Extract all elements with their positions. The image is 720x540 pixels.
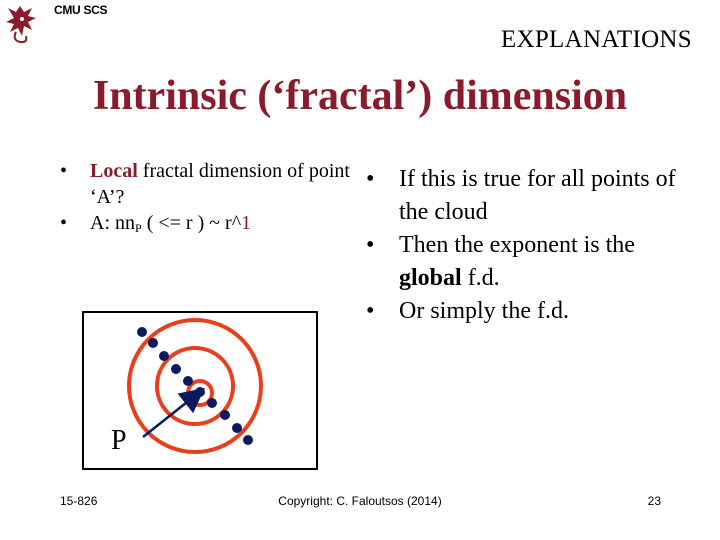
bullet-icon: • [366, 166, 375, 192]
page-number: 23 [647, 494, 661, 508]
bullet-icon: • [60, 160, 68, 182]
global-keyword: global [399, 265, 462, 291]
data-point [220, 410, 230, 420]
right-bullet-list [366, 163, 686, 328]
data-point [243, 435, 253, 445]
bullet-text: fractal dimension of point ‘A’? [90, 160, 350, 208]
bullet-all-points [366, 163, 686, 229]
dragon-logo-icon [2, 2, 42, 44]
data-points [137, 327, 253, 445]
nn-prefix: A: nn [90, 212, 135, 234]
bullet-icon: • [366, 232, 375, 258]
data-point [207, 398, 217, 408]
middle-circle [157, 348, 233, 424]
section-label: EXPLANATIONS [500, 26, 692, 53]
point-p-label: P [111, 425, 127, 456]
nn-exponent: 1 [241, 212, 252, 234]
data-point [148, 338, 158, 348]
data-point [137, 327, 147, 337]
bullet-global-fd [366, 229, 686, 295]
copyright: Copyright: C. Faloutsos (2014) [278, 494, 442, 508]
data-point [195, 387, 205, 397]
course-number: 15-826 [60, 494, 98, 508]
data-point [183, 376, 193, 386]
bullet-text: f.d. [461, 265, 500, 291]
bullet-text: Or simply the f.d. [399, 298, 569, 324]
local-keyword: Local [90, 160, 138, 182]
bullet-simply-fd [366, 295, 686, 328]
data-point [159, 351, 169, 361]
slide-title: Intrinsic (‘fractal’) dimension [92, 73, 628, 119]
radius-arrow [143, 391, 201, 437]
org-label: CMU SCS [54, 3, 108, 17]
inner-circle [188, 381, 212, 405]
bullet-icon: • [60, 212, 68, 234]
bullet-nn-law [60, 210, 360, 241]
left-bullet-list [60, 158, 360, 241]
nn-subscript: P [135, 221, 142, 235]
outer-circle [129, 320, 261, 452]
bullet-text: Then the exponent is the [399, 232, 635, 258]
bullet-icon: • [366, 298, 375, 324]
nn-middle: ( <= r ) ~ r^ [141, 212, 242, 234]
data-point [171, 364, 181, 374]
bullet-text: If this is true for all points of the cloud [399, 166, 676, 225]
bullet-local-fd [60, 158, 360, 210]
data-point [232, 423, 242, 433]
